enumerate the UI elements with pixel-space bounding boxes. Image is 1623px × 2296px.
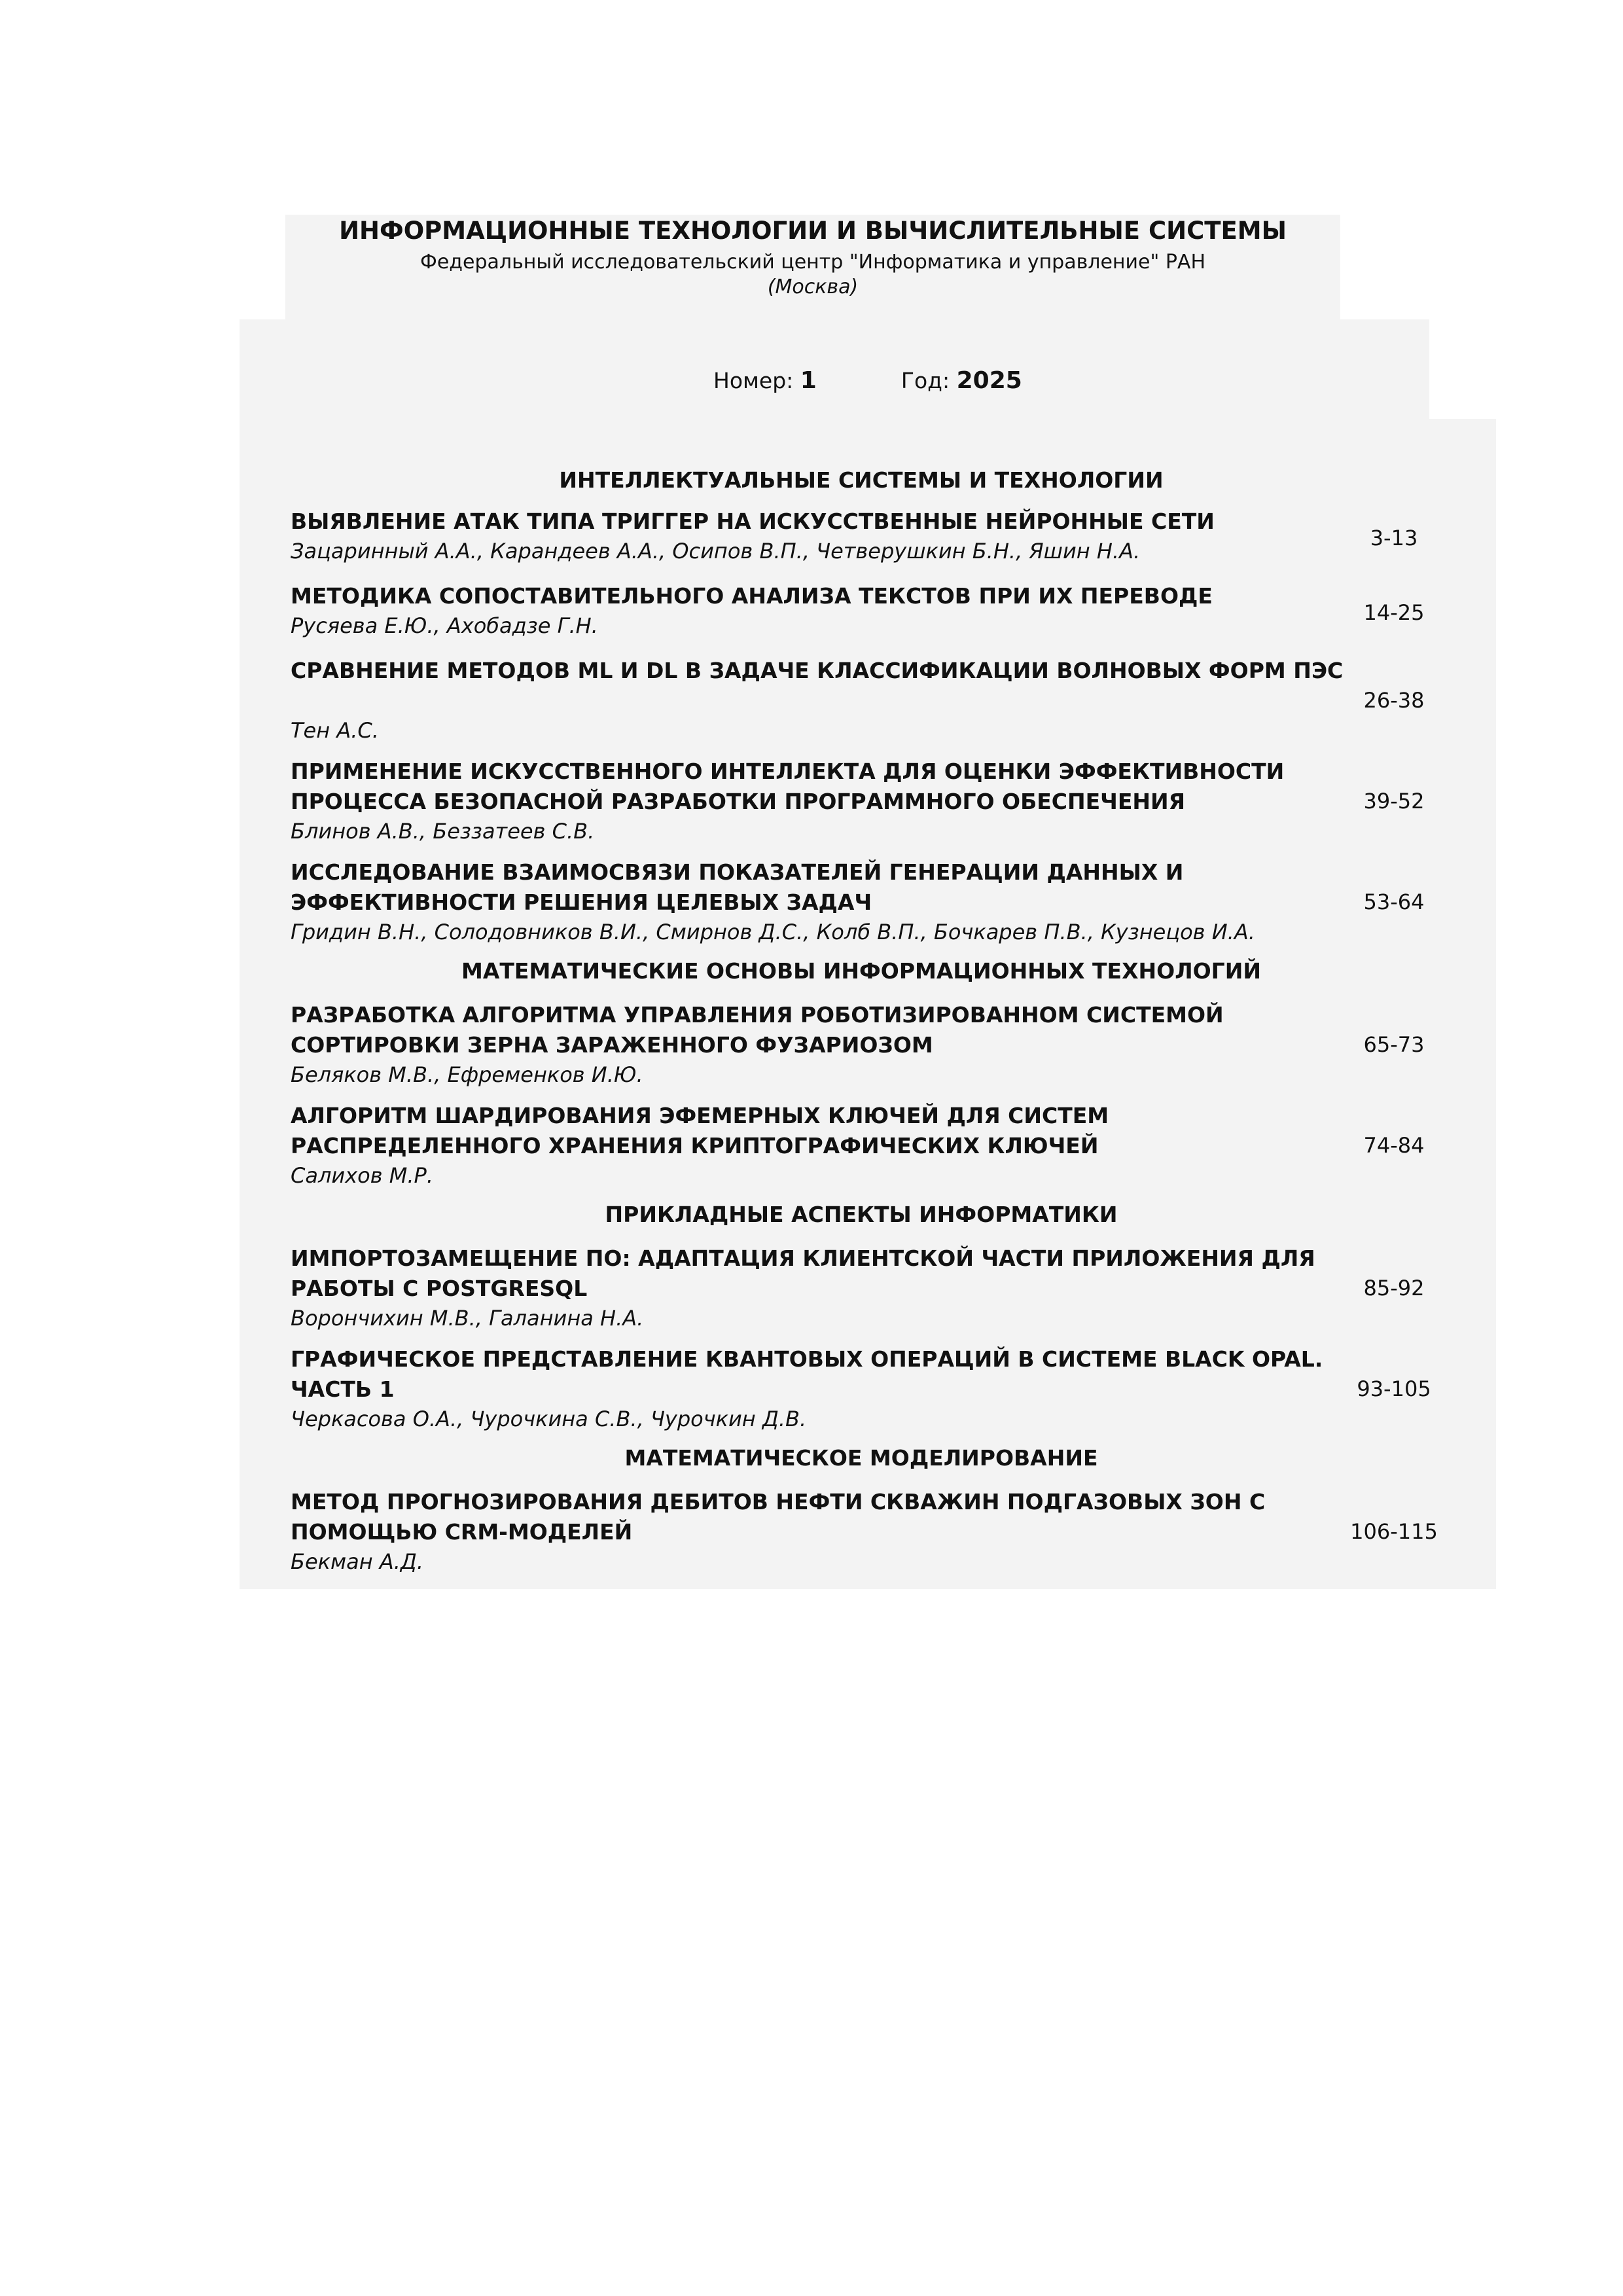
issue-year: 2025 (956, 367, 1022, 394)
article-pages: 65-73 (1363, 1032, 1425, 1057)
article-authors: Бекман А.Д. (291, 1549, 424, 1574)
issue-info (713, 367, 1022, 395)
issue-number-label: Номер: (713, 368, 794, 393)
section-heading: ПРИКЛАДНЫЕ АСПЕКТЫ ИНФОРМАТИКИ (605, 1202, 1118, 1227)
article-title[interactable]: ИМПОРТОЗАМЕЩЕНИЕ ПО: АДАПТАЦИЯ КЛИЕНТСКОЙ ЧАСТИ ПРИЛОЖЕНИЯ ДЛЯ РАБОТЫ С POSTGRESQL (291, 1246, 1315, 1301)
article-title[interactable]: АЛГОРИТМ ШАРДИРОВАНИЯ ЭФЕМЕРНЫХ КЛЮЧЕЙ ДЛЯ СИСТЕМ РАСПРЕДЕЛЕННОГО ХРАНЕНИЯ КРИПТОГРАФИЧЕСКИХ КЛЮЧЕЙ (291, 1103, 1109, 1158)
article-pages: 85-92 (1363, 1276, 1425, 1300)
article-authors: Черкасова О.А., Чурочкина С.В., Чурочкин Д.В. (291, 1407, 807, 1431)
article-authors: Блинов А.В., Беззатеев С.В. (291, 819, 595, 844)
section-heading: ИНТЕЛЛЕКТУАЛЬНЫЕ СИСТЕМЫ И ТЕХНОЛОГИИ (559, 467, 1164, 493)
article-pages: 106-115 (1350, 1519, 1438, 1544)
issue-number: 1 (800, 367, 817, 394)
article-title[interactable]: ПРИМЕНЕНИЕ ИСКУССТВЕННОГО ИНТЕЛЛЕКТА ДЛЯ ОЦЕНКИ ЭФФЕКТИВНОСТИ ПРОЦЕССА БЕЗОПАСНОЙ РАЗРАБОТКИ ПРОГРАММНОГО ОБЕСПЕЧЕНИЯ (291, 759, 1285, 814)
article-authors: Тен А.С. (291, 718, 379, 743)
article-title[interactable]: ИССЛЕДОВАНИЕ ВЗАИМОСВЯЗИ ПОКАЗАТЕЛЕЙ ГЕНЕРАЦИИ ДАННЫХ И ЭФФЕКТИВНОСТИ РЕШЕНИЯ ЦЕЛЕВЫХ ЗАДАЧ (291, 859, 1184, 915)
article-title[interactable]: ГРАФИЧЕСКОЕ ПРЕДСТАВЛЕНИЕ КВАНТОВЫХ ОПЕРАЦИЙ В СИСТЕМЕ BLACK OPAL. ЧАСТЬ 1 (291, 1346, 1323, 1402)
article-title[interactable]: ВЫЯВЛЕНИЕ АТАК ТИПА ТРИГГЕР НА ИСКУССТВЕННЫЕ НЕЙРОННЫЕ СЕТИ (291, 509, 1215, 534)
article-authors: Салихов М.Р. (291, 1163, 433, 1188)
article-title[interactable]: МЕТОД ПРОГНОЗИРОВАНИЯ ДЕБИТОВ НЕФТИ СКВАЖИН ПОДГАЗОВЫХ ЗОН С ПОМОЩЬЮ CRM-МОДЕЛЕЙ (291, 1489, 1266, 1545)
article-pages: 14-25 (1363, 600, 1425, 625)
article-pages: 74-84 (1363, 1133, 1425, 1158)
article-title[interactable]: СРАВНЕНИЕ МЕТОДОВ ML И DL В ЗАДАЧЕ КЛАССИФИКАЦИИ ВОЛНОВЫХ ФОРМ ПЭС (291, 658, 1344, 683)
article-pages: 39-52 (1363, 789, 1425, 814)
article-authors: Русяева Е.Ю., Ахобадзе Г.Н. (291, 613, 598, 638)
issue-year-label: Год: (901, 368, 950, 393)
article-title[interactable]: МЕТОДИКА СОПОСТАВИТЕЛЬНОГО АНАЛИЗА ТЕКСТОВ ПРИ ИХ ПЕРЕВОДЕ (291, 583, 1213, 609)
journal-organization: Федеральный исследовательский центр "Информатика и управление" РАН (420, 251, 1205, 274)
article-authors: Гридин В.Н., Солодовников В.И., Смирнов Д.С., Колб В.П., Бочкарев П.В., Кузнецов И.А. (291, 920, 1255, 944)
journal-city: (Москва) (767, 276, 859, 298)
article-pages: 53-64 (1363, 889, 1425, 914)
article-pages: 3-13 (1370, 526, 1418, 550)
article-pages: 26-38 (1363, 688, 1425, 713)
article-title[interactable]: РАЗРАБОТКА АЛГОРИТМА УПРАВЛЕНИЯ РОБОТИЗИРОВАННОМ СИСТЕМОЙ СОРТИРОВКИ ЗЕРНА ЗАРАЖЕННОГО ФУЗАРИОЗОМ (291, 1002, 1224, 1058)
article-authors: Зацаринный А.А., Карандеев А.А., Осипов В.П., Четверушкин Б.Н., Яшин Н.А. (291, 539, 1141, 564)
journal-title: ИНФОРМАЦИОННЫЕ ТЕХНОЛОГИИ И ВЫЧИСЛИТЕЛЬНЫЕ СИСТЕМЫ (339, 217, 1287, 245)
section-heading: МАТЕМАТИЧЕСКОЕ МОДЕЛИРОВАНИЕ (624, 1445, 1098, 1471)
article-authors: Ворончихин М.В., Галанина Н.А. (291, 1306, 644, 1331)
section-heading: МАТЕМАТИЧЕСКИЕ ОСНОВЫ ИНФОРМАЦИОННЫХ ТЕХНОЛОГИЙ (461, 958, 1261, 984)
article-authors: Беляков М.В., Ефременков И.Ю. (291, 1062, 643, 1087)
article-pages: 93-105 (1357, 1376, 1431, 1401)
